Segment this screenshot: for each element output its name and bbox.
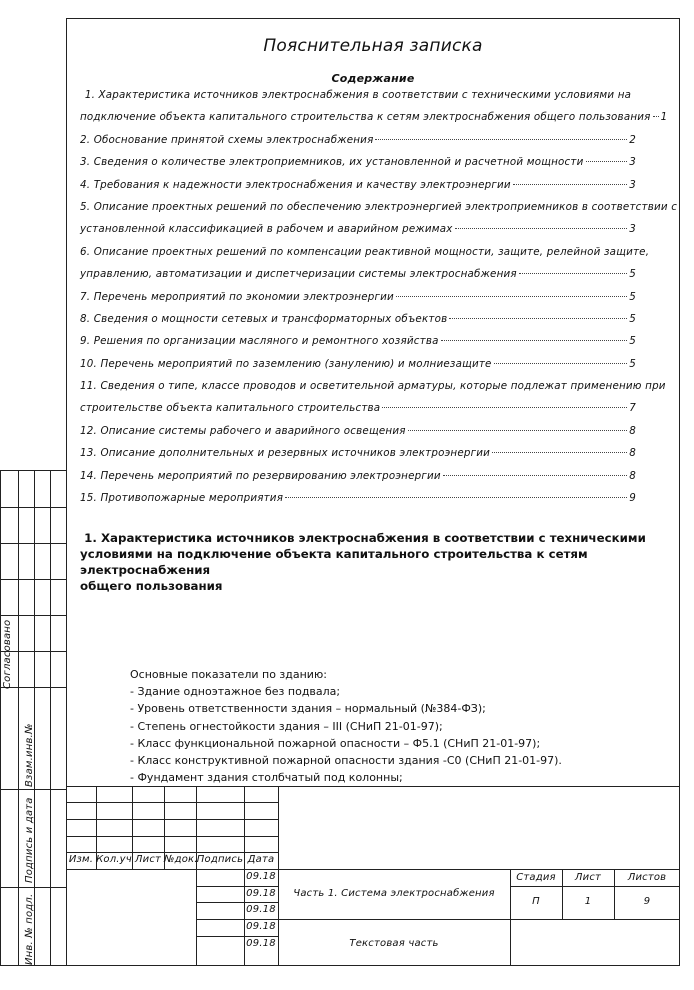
- stamp-header: Подпись: [196, 854, 244, 865]
- section-1-heading-line: общего пользования: [80, 579, 223, 593]
- stamp-header: Дата: [247, 854, 275, 865]
- toc-line: [80, 106, 668, 128]
- toc-line-text: 6. Описание проектных решений по компенсации реактивной мощности, защите, релейной защите,: [80, 245, 650, 258]
- toc-line: [80, 397, 636, 419]
- sheet-value: 1: [584, 896, 592, 907]
- parameter-item: - Класс функциональной пожарной опасности – Ф5.1 (СНиП 21-01-97);: [130, 736, 541, 750]
- toc-dot-leader: [382, 407, 627, 408]
- parameter-item: - Фундамент здания столбчатый под колонны;: [130, 771, 403, 785]
- toc-page-number: 8: [629, 424, 636, 437]
- toc-line-text: 15. Противопожарные мероприятия: [80, 492, 284, 505]
- side-label-inv-replace: Взам.инв.№: [24, 723, 35, 787]
- sheet-label: Лист: [574, 872, 602, 883]
- toc-line: [80, 420, 636, 442]
- toc-line-text: 2. Обоснование принятой схемы электроснабжения: [80, 133, 374, 146]
- toc-line: [80, 196, 678, 218]
- toc-page-number: 9: [629, 492, 636, 505]
- toc-line: [80, 375, 666, 397]
- parameter-item: - Степень огнестойкости здания – III (СНиП 21-01-97);: [130, 719, 443, 733]
- toc-dot-leader: [586, 161, 628, 162]
- toc-line-text: 1. Характеристика источников электроснабжения в соответствии с техническими условиями на: [84, 89, 632, 101]
- side-label-inv-orig: Инв. № подл.: [24, 893, 35, 965]
- section-1-heading-line: 1. Характеристика источников электроснабжения в соответствии с техническими: [84, 531, 646, 545]
- parameters-heading: Основные показатели по зданию:: [130, 668, 327, 681]
- toc-page-number: 5: [629, 312, 636, 325]
- toc-line: [80, 330, 636, 352]
- toc-dot-leader: [449, 318, 627, 319]
- toc-page-number: 3: [629, 156, 636, 169]
- toc-line-text: 4. Требования к надежности электроснабжения и качеству электроэнергии: [80, 178, 511, 191]
- toc-line: [80, 218, 636, 240]
- toc-line-text: 12. Описание системы рабочего и аварийного освещения: [80, 424, 406, 437]
- stamp-header: Лист: [134, 854, 162, 865]
- toc-line-text: 9. Решения по организации масляного и ремонтного хозяйства: [80, 335, 439, 348]
- toc-dot-leader: [375, 139, 627, 140]
- toc-line-text: 11. Сведения о типе, классе проводов и осветительной арматуры, которые подлежат применению при: [80, 380, 666, 393]
- toc-dot-leader: [285, 497, 627, 498]
- page-title: Пояснительная записка: [263, 36, 483, 56]
- section-1-heading: [80, 530, 650, 594]
- stamp-header: Кол.уч: [96, 854, 132, 865]
- toc-line-text: 10. Перечень мероприятий по заземлению (занулению) и молниезащите: [80, 357, 492, 370]
- toc-line: [80, 129, 636, 151]
- toc-line-text: 7. Перечень мероприятий по экономии электроэнергии: [80, 290, 394, 303]
- toc-line: [80, 151, 636, 173]
- parameter-item: - Уровень ответственности здания – нормальный (№384-ФЗ);: [130, 702, 486, 716]
- toc-page-number: 8: [629, 447, 636, 460]
- toc-line-text: 14. Перечень мероприятий по резервированию электроэнергии: [80, 469, 441, 482]
- stamp-date: 09.18: [246, 904, 276, 915]
- section-1-heading-line: условиями на подключение объекта капитального строительства к сетям электроснабжения: [80, 547, 588, 577]
- parameter-item: - Класс конструктивной пожарной опасности здания -С0 (СНиП 21-01-97).: [130, 754, 562, 768]
- toc-page-number: 5: [629, 268, 636, 281]
- toc-line-text: управлению, автоматизации и диспетчеризации системы электроснабжения: [80, 268, 517, 281]
- side-label-agreed: Согласовано: [2, 619, 13, 689]
- toc-page-number: 3: [629, 223, 636, 236]
- toc-page-number: 1: [660, 111, 668, 124]
- toc-line-text: 5. Описание проектных решений по обеспечению электроэнергией электроприемников в соответствии с: [80, 200, 678, 213]
- toc-dot-leader: [494, 363, 628, 364]
- stage-value: П: [532, 896, 540, 907]
- toc-line-text: 3. Сведения о количестве электроприемников, их установленной и расчетной мощности: [80, 156, 584, 169]
- stage-label: Стадия: [516, 872, 556, 883]
- sheets-value: 9: [643, 896, 651, 907]
- toc-dot-leader: [492, 452, 627, 453]
- table-of-contents: [80, 84, 678, 509]
- toc-line-text: строительстве объекта капитального строительства: [80, 402, 381, 415]
- stamp-date: 09.18: [246, 938, 276, 949]
- building-parameters: [130, 666, 562, 786]
- toc-line: [80, 84, 636, 106]
- toc-line: [80, 353, 636, 375]
- toc-dot-leader: [455, 228, 628, 229]
- side-label-sign-date: Подпись и дата: [24, 797, 35, 883]
- toc-page-number: 5: [629, 357, 636, 370]
- contents-heading: Содержание: [331, 72, 415, 85]
- toc-dot-leader: [519, 273, 627, 274]
- toc-page-number: 2: [629, 133, 636, 146]
- stamp-header: №док.: [164, 854, 198, 865]
- stamp-date: 09.18: [246, 921, 276, 932]
- toc-line-text: 13. Описание дополнительных и резервных источников электроэнергии: [80, 447, 491, 460]
- toc-line: [80, 174, 636, 196]
- toc-dot-leader: [396, 296, 627, 297]
- toc-page-number: 7: [629, 402, 636, 415]
- toc-dot-leader: [441, 340, 628, 341]
- toc-line: [80, 442, 636, 464]
- toc-dot-leader: [443, 475, 627, 476]
- sheets-label: Листов: [627, 872, 667, 883]
- document-subtitle: Текстовая часть: [349, 938, 439, 949]
- stamp-date: 09.18: [246, 888, 276, 899]
- toc-line: [80, 465, 636, 487]
- toc-page-number: 8: [629, 469, 636, 482]
- toc-line: [80, 286, 636, 308]
- toc-line: [80, 487, 636, 509]
- toc-line: [80, 241, 650, 263]
- document-title: Часть 1. Система электроснабжения: [293, 888, 495, 899]
- toc-dot-leader: [408, 430, 628, 431]
- toc-page-number: 3: [629, 178, 636, 191]
- stamp-header: Изм.: [68, 854, 94, 865]
- side-stamp: [0, 470, 66, 966]
- toc-line: [80, 263, 636, 285]
- toc-line: [80, 308, 636, 330]
- stamp-date: 09.18: [246, 871, 276, 882]
- toc-line-text: установленной классификацией в рабочем и аварийном режимах: [80, 223, 453, 236]
- parameter-item: - Здание одноэтажное без подвала;: [130, 685, 341, 699]
- title-block: [66, 786, 680, 966]
- toc-line-text: подключение объекта капитального строительства к сетям электроснабжения общего пользования: [80, 111, 651, 124]
- toc-line-text: 8. Сведения о мощности сетевых и трансформаторных объектов: [80, 312, 448, 325]
- toc-page-number: 5: [629, 335, 636, 348]
- toc-dot-leader: [653, 116, 659, 117]
- toc-page-number: 5: [629, 290, 636, 303]
- toc-dot-leader: [513, 184, 627, 185]
